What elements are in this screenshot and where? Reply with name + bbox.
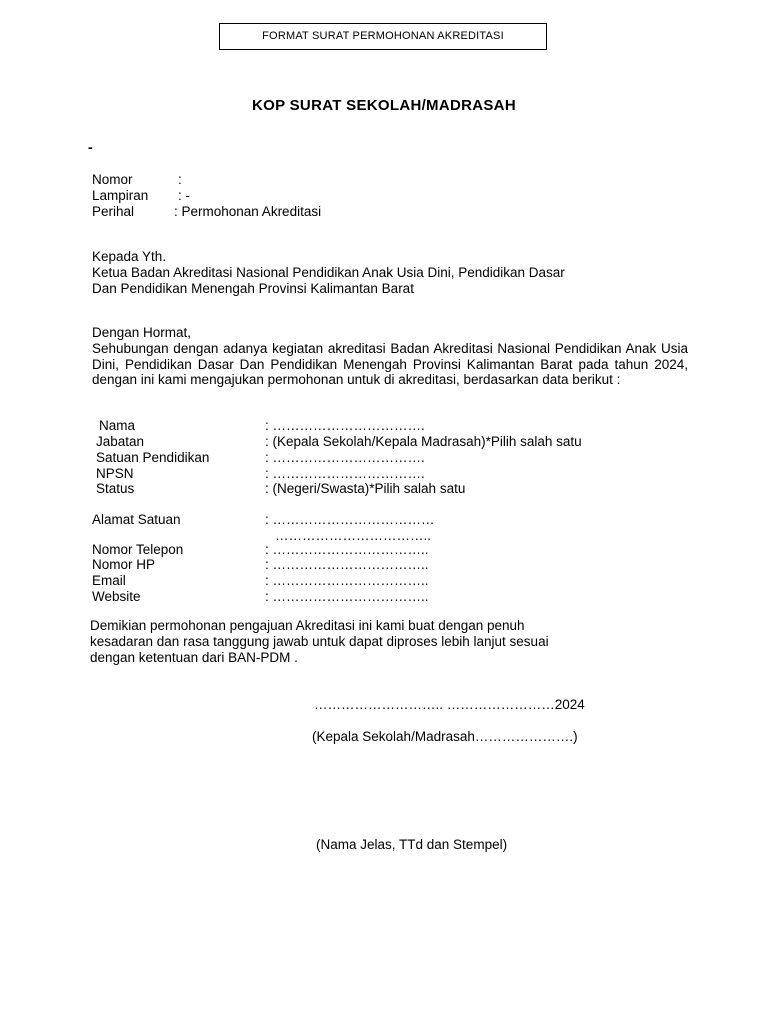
field-value: : …………………………….. xyxy=(265,573,429,588)
field-value-alamat-2: …………………………….. xyxy=(275,528,432,543)
field-value: : (Kepala Sekolah/Kepala Madrasah)*Pilih salah satu xyxy=(265,434,582,449)
field-value: : …………………………….. xyxy=(265,542,429,557)
lampiran-value: : - xyxy=(178,188,190,203)
field-value: : ……………………………. xyxy=(265,450,425,465)
field-label: Nomor HP xyxy=(92,557,156,572)
field-value: : (Negeri/Swasta)*Pilih salah satu xyxy=(265,481,466,496)
recipient-line-2: Ketua Badan Akreditasi Nasional Pendidikan Anak Usia Dini, Pendidikan Dasar xyxy=(92,265,565,280)
lampiran-label: Lampiran xyxy=(92,188,149,203)
field-label: Nomor Telepon xyxy=(92,542,184,557)
closing-line-3: dengan ketentuan dari BAN-PDM . xyxy=(90,650,298,665)
recipient-line-3: Dan Pendidikan Menengah Provinsi Kalimantan Barat xyxy=(92,281,414,296)
field-value: : …………………………….. xyxy=(265,557,429,572)
field-label: Nama xyxy=(99,418,136,433)
field-label: Alamat Satuan xyxy=(92,512,181,527)
kop-title: KOP SURAT SEKOLAH/MADRASAH xyxy=(252,97,516,114)
field-label: Jabatan xyxy=(96,434,145,449)
nomor-value: : xyxy=(178,172,182,187)
signature-position-line: (Kepala Sekolah/Madrasah………………….) xyxy=(312,729,578,744)
field-label: Website xyxy=(92,589,141,604)
format-label-box xyxy=(219,23,547,50)
field-value: : ……………………………. xyxy=(265,466,425,481)
field-label: Status xyxy=(96,481,135,496)
nomor-label: Nomor xyxy=(92,172,133,187)
recipient-line-1: Kepada Yth. xyxy=(92,249,167,264)
field-label: Satuan Pendidikan xyxy=(96,450,210,465)
format-label: FORMAT SURAT PERMOHONAN AKREDITASI xyxy=(262,30,504,42)
field-label: NPSN xyxy=(96,466,134,481)
greeting: Dengan Hormat, xyxy=(92,325,192,340)
signature-name-line: (Nama Jelas, TTd dan Stempel) xyxy=(316,837,508,852)
intro-paragraph: Sehubungan dengan adanya kegiatan akreditasi Badan Akreditasi Nasional Pendidikan Anak Usia Dini, Pendidikan Dasar Dan Pendidikan Menengah Provinsi Kalimantan Barat pada tahun 2024, dengan ini kami mengajukan permohonan untuk di akreditasi, berdasarkan data berikut : xyxy=(92,341,688,388)
bullet-mark: - xyxy=(88,139,93,155)
field-value: : …………………………….. xyxy=(265,589,429,604)
closing-line-1: Demikian permohonan pengajuan Akreditasi ini kami buat dengan penuh xyxy=(90,618,525,633)
field-label: Email xyxy=(92,573,126,588)
field-value: : ……………………………… xyxy=(265,512,435,527)
closing-line-2: kesadaran dan rasa tanggung jawab untuk dapat diproses lebih lanjut sesuai xyxy=(90,634,549,649)
perihal-value: : Permohonan Akreditasi xyxy=(174,204,322,219)
signature-date-line: ……………………….. ……………………2024 xyxy=(314,697,585,712)
perihal-label: Perihal xyxy=(92,204,135,219)
field-value: : ……………………………. xyxy=(265,418,425,433)
